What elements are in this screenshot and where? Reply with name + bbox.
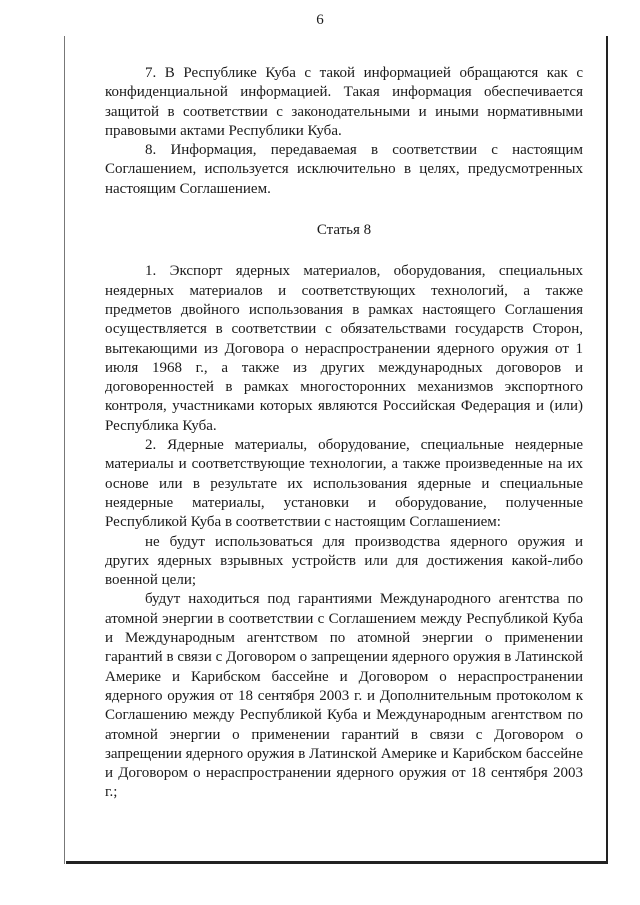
frame-left-border	[64, 36, 65, 864]
paragraph-7: 7. В Республике Куба с такой информацией обращаются как с конфиденциальной информацией. Такая информация обеспечивается защитой в соответствии с законодательными и иными нормативными правовыми актами Республики Куба.	[105, 65, 583, 139]
article-paragraph-1: 1. Экспорт ядерных материалов, оборудования, специальных неядерных материалов и соответствующих технологий, а также предметов двойного использования в рамках настоящего Соглашения осуществляется в соответствии с обязательствами государств Сторон, вытекающими из Договора о нераспространении ядерного оружия от 1 июля 1968 г., а также из других международных договоров и договоренностей в рамках многосторонних механизмов экспортного контроля, участниками которых являются Российская Федерация и (или) Республика Куба.	[105, 263, 583, 434]
article-clause-2: будут находиться под гарантиями Международного агентства по атомной энергии в соответствии с Соглашением между Республикой Куба и Международным агентством по атомной энергии о применении гарантий в связи с Договором о запрещении ядерного оружия в Латинской Америке и Карибском бассейне и Договором о нераспространении ядерного оружия от 18 сентября 2003 г. и Дополнительным протоколом к Соглашению между Республикой Куба и Международным агентством по атомной энергии о применении гарантий в связи с Договором о запрещении ядерного оружия в Латинской Америке и Карибском бассейне и Договором о нераспространении ядерного оружия от 18 сентября 2003 г.;	[105, 591, 583, 801]
paragraph-8: 8. Информация, передаваемая в соответствии с настоящим Соглашением, используется исключительно в целях, предусмотренных настоящим Соглашением.	[105, 142, 583, 197]
article-paragraph-2: 2. Ядерные материалы, оборудование, специальные неядерные материалы и соответствующие технологии, а также произведенные на их основе или в результате их использования ядерные и специальные неядерные материалы, установки и оборудование, полученные Республикой Куба в соответствии с настоящим Соглашением:	[105, 437, 583, 531]
page-number: 6	[316, 12, 324, 28]
article-heading: Статья 8	[316, 222, 372, 239]
document-body	[105, 64, 583, 803]
article-clause-1: не будут использоваться для производства ядерного оружия и других ядерных взрывных устройств или для достижения какой-либо военной цели;	[105, 533, 583, 589]
